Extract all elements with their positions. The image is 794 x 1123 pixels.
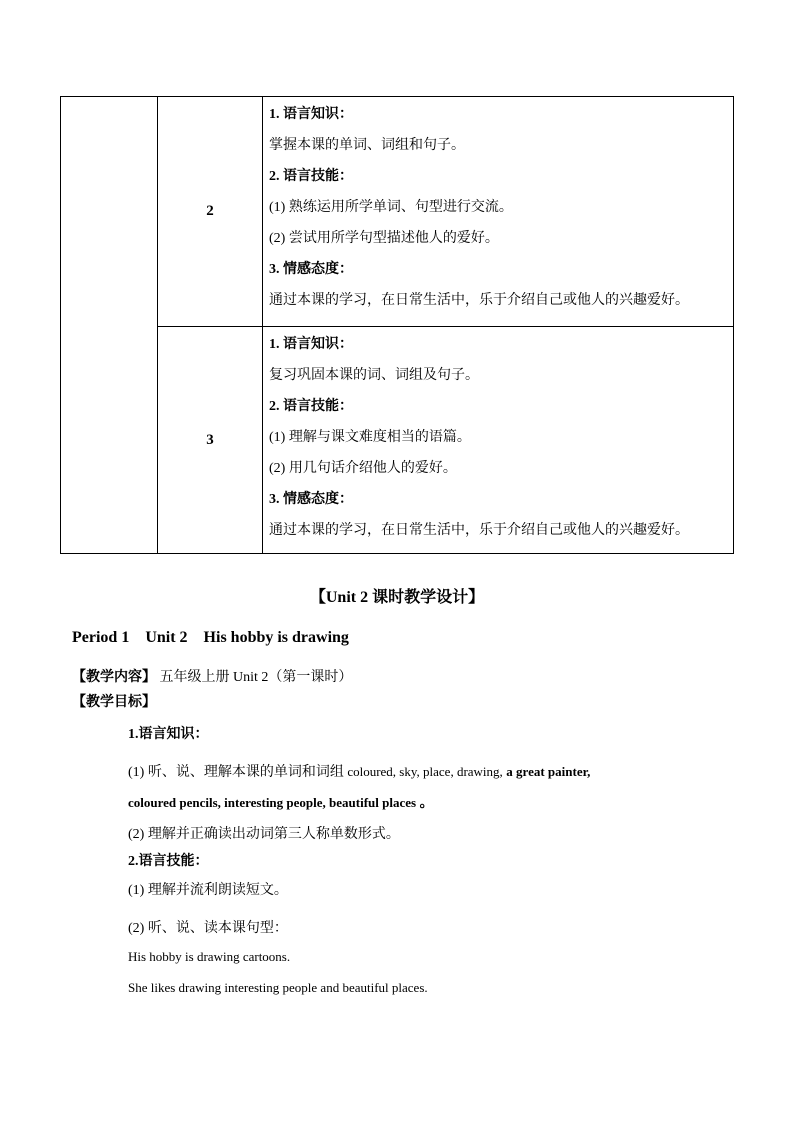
objective-line: (1) 熟练运用所学单词、句型进行交流。 (269, 200, 513, 215)
teaching-content-value: 五年级上册 Unit 2（第一课时） (159, 670, 353, 685)
teaching-goals-label: 【教学目标】 (72, 695, 156, 710)
knowledge-item-1-bold-end: a great painter, (506, 764, 591, 779)
table-cell-empty (61, 97, 158, 554)
objectives-table (60, 96, 734, 554)
objective-line: 3. 情感态度： (269, 262, 353, 277)
objectives-cell (263, 97, 734, 327)
period-title: Period 1 Unit 2 His hobby is drawing (72, 629, 349, 646)
knowledge-item-1-words: coloured, sky, place, drawing, (347, 764, 503, 779)
knowledge-item-1-continued (128, 792, 434, 812)
objective-line: 2. 语言技能： (269, 169, 353, 184)
skills-item-1: (1) 理解并流利朗读短文。 (128, 883, 288, 898)
objective-line: 复习巩固本课的词、词组及句子。 (269, 368, 479, 383)
objective-line: 3. 情感态度： (269, 492, 353, 507)
objective-line: 通过本课的学习，在日常生活中，乐于介绍自己或他人的兴趣爱好。 (269, 523, 689, 538)
objective-line: (1) 理解与课文难度相当的语篇。 (269, 430, 471, 445)
skills-item-2: (2) 听、说、读本课句型： (128, 921, 288, 936)
table-row (61, 327, 734, 554)
objective-line: 掌握本课的单词、词组和句子。 (269, 138, 465, 153)
knowledge-item-1-prefix: (1) 听、说、理解本课的单词和词组 (128, 765, 348, 780)
knowledge-item-2: (2) 理解并正确读出动词第三人称单数形式。 (128, 827, 400, 842)
knowledge-item-1 (128, 761, 590, 781)
skills-heading: 2.语言技能： (128, 854, 209, 869)
objective-line: 1. 语言知识： (269, 337, 353, 352)
table-row (61, 97, 734, 327)
knowledge-heading: 1.语言知识： (128, 727, 209, 742)
section-title: 【Unit 2 课时教学设计】 (309, 589, 485, 606)
period-number-cell: 2 (158, 97, 263, 327)
objective-line: 1. 语言知识： (269, 107, 353, 122)
objective-line: (2) 用几句话介绍他人的爱好。 (269, 461, 457, 476)
knowledge-item-1-end-mark: 。 (419, 796, 434, 811)
teaching-content-line (72, 666, 352, 686)
objectives-cell (263, 327, 734, 554)
objective-line: 通过本课的学习，在日常生活中，乐于介绍自己或他人的兴趣爱好。 (269, 293, 689, 308)
objective-line: 2. 语言技能： (269, 399, 353, 414)
example-sentence-2: She likes drawing interesting people and beautiful places. (128, 980, 428, 995)
example-sentence-1: His hobby is drawing cartoons. (128, 949, 291, 964)
knowledge-item-1-line2: coloured pencils, interesting people, beautiful places (128, 795, 417, 810)
teaching-content-label: 【教学内容】 (72, 670, 156, 685)
period-number-cell: 3 (158, 327, 263, 554)
objective-line: (2) 尝试用所学句型描述他人的爱好。 (269, 231, 499, 246)
